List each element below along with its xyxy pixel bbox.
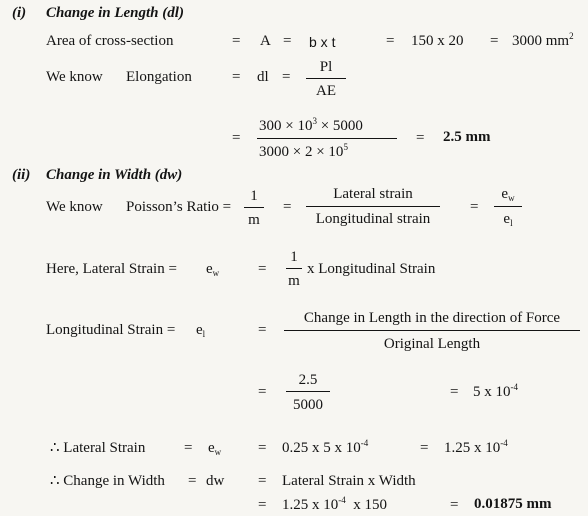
equals-sign: = <box>258 497 267 513</box>
fraction-numerator: Pl <box>319 59 333 75</box>
fraction-numerator: $e_w$ <box>501 186 515 203</box>
fraction-denominator: Original Length <box>383 336 481 352</box>
we-know: We know <box>46 199 103 215</box>
equals-sign: = <box>283 199 292 215</box>
equals-sign: = <box>258 384 267 400</box>
fraction-denominator: Longitudinal strain <box>315 211 431 227</box>
equals-sign: = <box>232 130 241 146</box>
equals-sign: = <box>232 69 241 85</box>
fraction-denominator: $e_l$ <box>503 211 513 228</box>
fraction-numerator: 1 <box>290 249 298 265</box>
equals-sign: = <box>258 261 267 277</box>
width-change-symbol: dw <box>206 473 225 489</box>
equals-sign: = <box>283 33 292 49</box>
width-change-result: 0.01875 mm <box>474 496 552 512</box>
fraction-numerator: 1 <box>250 188 258 204</box>
equals-sign: = <box>232 33 241 49</box>
fraction-bar <box>244 207 264 208</box>
section-title: Change in Length (dl) <box>46 5 184 21</box>
width-change-formula: Lateral Strain x Width <box>282 473 416 489</box>
elongation-symbol: dl <box>257 69 269 85</box>
area-dims: 150 x 20 <box>411 33 464 49</box>
equals-sign: = <box>188 473 197 489</box>
fraction-numerator: 2.5 <box>298 372 318 388</box>
longitudinal-strain-value: 5 x $10^{-4}$ <box>473 382 518 400</box>
lateral-strain-symbol: $e_w$ <box>206 261 220 278</box>
equals-sign: = <box>420 440 429 456</box>
equals-sign: = <box>258 440 267 456</box>
fraction-denominator: AE <box>316 83 336 99</box>
fraction-bar <box>286 268 302 269</box>
equals-sign: = <box>490 33 499 49</box>
fraction-bar <box>306 206 440 207</box>
fraction-bar <box>286 391 330 392</box>
longitudinal-strain-term: x Longitudinal Strain <box>307 261 436 277</box>
longitudinal-strain-label: Longitudinal Strain = <box>46 322 176 338</box>
equals-sign: = <box>282 69 291 85</box>
lateral-strain-value: 1.25 x $10^{-4}$ <box>444 438 508 456</box>
we-know: We know <box>46 69 103 85</box>
fraction-numerator: Change in Length in the direction of Force <box>303 310 561 326</box>
fraction-numerator: Lateral strain <box>333 186 413 202</box>
section-number: (ii) <box>12 167 31 183</box>
fraction-bar <box>284 330 580 331</box>
fraction-denominator: m <box>248 212 260 228</box>
equals-sign: = <box>184 440 193 456</box>
fraction-numerator: $300 \times 10^3 \times 5000$ <box>259 116 363 134</box>
lateral-strain-calc: 0.25 x 5 x $10^{-4}$ <box>282 438 369 456</box>
equals-sign: = <box>386 33 395 49</box>
fraction-denominator: m <box>288 273 300 289</box>
equals-sign: = <box>258 473 267 489</box>
fraction-denominator: 5000 <box>293 397 323 413</box>
area-symbol: A <box>260 33 271 49</box>
area-value: 3000 $mm^2$ <box>512 31 574 49</box>
poisson-label: Poisson’s Ratio = <box>126 199 232 215</box>
section-title: Change in Width (dw) <box>46 167 183 183</box>
fraction-bar <box>494 206 522 207</box>
area-label: Area of cross-section <box>46 33 174 49</box>
elongation-result: 2.5 mm <box>443 129 491 145</box>
lateral-strain-symbol: $e_w$ <box>208 440 222 457</box>
fraction-denominator: $3000 \times 2 \times 10^5$ <box>259 142 348 160</box>
width-change-calc: 1.25 x $10^{-4}$ x 150 <box>282 495 387 513</box>
equals-sign: = <box>470 199 479 215</box>
equals-sign: = <box>416 130 425 146</box>
longitudinal-strain-symbol: $e_l$ <box>196 322 206 339</box>
equals-sign: = <box>450 384 459 400</box>
fraction-bar <box>306 78 346 79</box>
therefore-width-label: ∴ Change in Width <box>50 473 165 489</box>
area-formula: b x t <box>309 34 336 50</box>
elongation-label: Elongation <box>126 69 192 85</box>
section-number: (i) <box>12 5 27 21</box>
lateral-strain-label: Here, Lateral Strain = <box>46 261 177 277</box>
therefore-lateral-label: ∴ Lateral Strain <box>50 440 146 456</box>
equals-sign: = <box>450 497 459 513</box>
equals-sign: = <box>258 322 267 338</box>
fraction-bar <box>257 138 397 139</box>
